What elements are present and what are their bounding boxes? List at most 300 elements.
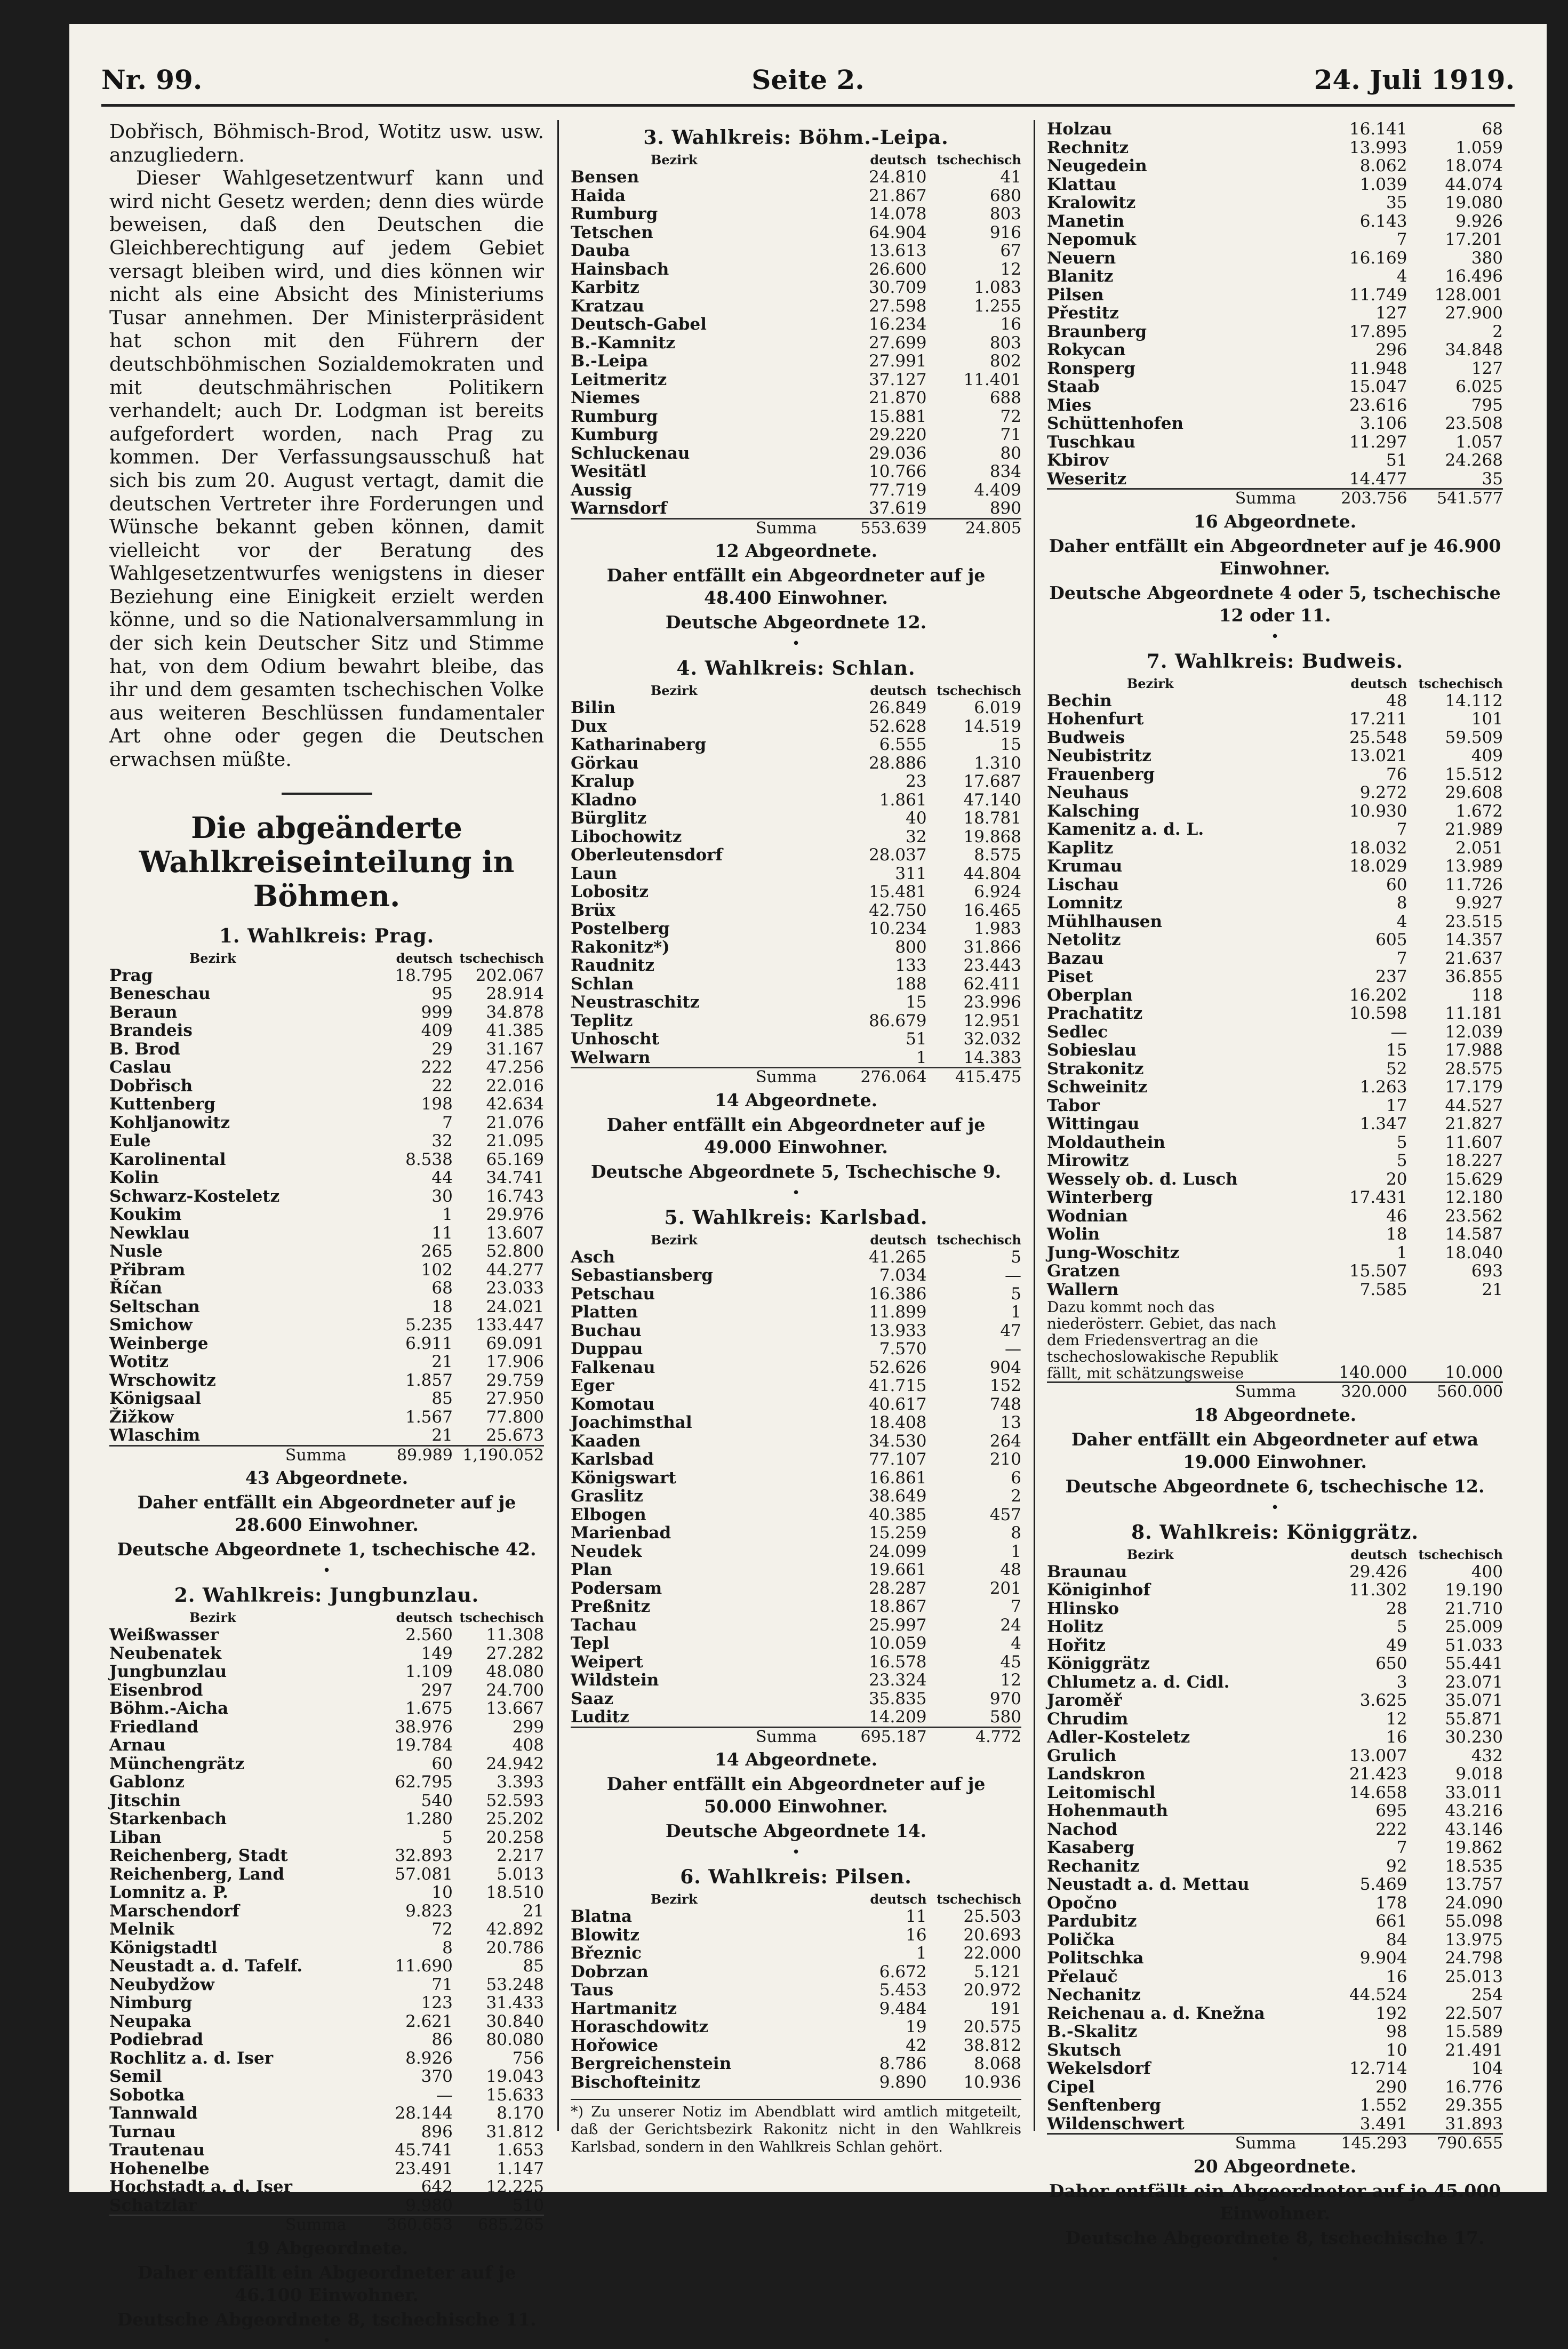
- tschech-count: 24.700: [486, 1680, 544, 1700]
- deutsch-count: 297: [421, 1680, 453, 1700]
- deutsch-count: 32: [906, 827, 927, 846]
- deutsch-count: 46: [1386, 1206, 1407, 1226]
- bezirk-name: Weseritz: [1047, 469, 1127, 489]
- deutsch-count: 11.948: [1349, 358, 1407, 378]
- district-title: 3. Wahlkreis: Böhm.-Leipa.: [643, 126, 949, 149]
- bezirk-name: Gratzen: [1047, 1261, 1121, 1281]
- table-row: [571, 2073, 1021, 2092]
- table-row: [1047, 1765, 1503, 1784]
- bezirk-name: Falkenau: [571, 1357, 655, 1377]
- tschech-count: 16.465: [963, 900, 1021, 920]
- deutsch-count: 28.287: [869, 1578, 927, 1598]
- col-header-deutsch: deutsch: [870, 1891, 927, 1907]
- bezirk-name: Sedlec: [1047, 1022, 1108, 1042]
- deutsch-count: 10.766: [869, 462, 927, 481]
- bezirk-name: Lomnitz: [1047, 893, 1123, 913]
- tschech-count: 118: [1471, 985, 1503, 1005]
- col-header-deutsch: deutsch: [1350, 675, 1407, 691]
- table-row: [1047, 1581, 1503, 1600]
- bezirk-name: Rochlitz a. d. Iser: [109, 2048, 274, 2068]
- bezirk-name: Kamenitz a. d. L.: [1047, 820, 1204, 839]
- abgeordnete-count: 20 Abgeordnete.: [1193, 2155, 1357, 2177]
- table-row: [571, 260, 1021, 279]
- bezirk-name: Hartmanitz: [571, 1999, 677, 2018]
- bezirk-name: Grulich: [1047, 1746, 1117, 1765]
- tschech-count: 14.519: [963, 716, 1021, 736]
- table-row: [1047, 396, 1503, 415]
- table-row: [109, 1957, 544, 1976]
- tschech-count: 21.827: [1445, 1114, 1503, 1133]
- col-header-tschech: tschechisch: [459, 1610, 544, 1626]
- tschech-count: 5: [1011, 1284, 1021, 1304]
- bezirk-name: Lobositz: [571, 882, 649, 901]
- table-row: [109, 1736, 544, 1755]
- bezirk-name: Holitz: [1047, 1617, 1103, 1636]
- deutsch-count: 37.127: [869, 370, 927, 389]
- bezirk-name: Joachimsthal: [571, 1413, 692, 1432]
- tschech-count: 27.282: [486, 1643, 544, 1663]
- table-row: [1047, 2004, 1503, 2023]
- tschech-count: 53.248: [486, 1975, 544, 1994]
- deutsch-count: 15.481: [869, 882, 927, 901]
- table-row: [109, 2012, 544, 2031]
- tschech-count: 22.000: [963, 1944, 1021, 1963]
- table-row: [109, 1920, 544, 1939]
- tschech-count: 41.385: [486, 1021, 544, 1041]
- deutsch-count: 95: [431, 984, 453, 1004]
- summa-deutsch: 320.000: [1307, 1383, 1407, 1402]
- table-row: [571, 1469, 1021, 1488]
- table-row: [109, 1663, 544, 1681]
- bezirk-name: Bilin: [571, 698, 616, 717]
- tschech-count: 19.868: [963, 827, 1021, 846]
- deutsch-count: 42.750: [869, 900, 927, 920]
- deutsch-count: 23.324: [869, 1671, 927, 1690]
- deutsch-count: 34.530: [869, 1431, 927, 1451]
- table-row: [571, 1579, 1021, 1598]
- table-row: [1047, 913, 1503, 931]
- table-row: [571, 1616, 1021, 1635]
- summa-label: Summa: [109, 1445, 357, 1465]
- deutsch-count: 8.538: [405, 1149, 453, 1169]
- table-row: [109, 1681, 544, 1700]
- deutsch-count: 15: [906, 993, 927, 1012]
- tschech-count: 44.804: [963, 864, 1021, 883]
- table-row: [571, 1506, 1021, 1524]
- deutsch-count: 38.649: [869, 1487, 927, 1506]
- bezirk-name: Strakonitz: [1047, 1059, 1144, 1078]
- deutsch-count: 32: [431, 1131, 453, 1151]
- tschech-count: 6: [1011, 1468, 1021, 1488]
- tschech-count: 4: [1011, 1634, 1021, 1653]
- deutsch-count: 9.823: [405, 1901, 453, 1921]
- einwohner-ratio: Daher entfällt ein Abgeordneter auf je 49.000 Einwohner.: [606, 1114, 986, 1157]
- deutsch-count: 21.867: [869, 186, 927, 205]
- tschech-count: 202.067: [475, 965, 544, 985]
- deutsch-count: 13.993: [1349, 138, 1407, 157]
- tschech-count: 834: [989, 462, 1021, 481]
- tschech-count: 510: [512, 2195, 544, 2215]
- bezirk-name: Bechin: [1047, 691, 1112, 710]
- deutsch-count: 102: [421, 1260, 453, 1280]
- bezirk-name: Dobřisch: [109, 1076, 193, 1096]
- deutsch-count: 9.484: [879, 1999, 927, 2018]
- bezirk-name: Preßnitz: [571, 1597, 651, 1616]
- deutsch-count: 92: [1386, 1856, 1407, 1876]
- table-row: [1047, 2041, 1503, 2060]
- tschech-count: 688: [989, 388, 1021, 408]
- deutsch-count: 1: [916, 1048, 927, 1067]
- separator-star: •: [791, 1844, 801, 1860]
- table-row: [1047, 414, 1503, 433]
- deutsche-abgeordnete: Deutsche Abgeordnete 14.: [665, 1820, 927, 1841]
- summa-deutsch: 89.989: [357, 1445, 453, 1465]
- tschech-count: 24.268: [1445, 451, 1503, 470]
- col-header-deutsch: deutsch: [870, 683, 927, 698]
- tschech-count: 68: [1482, 119, 1503, 139]
- tschech-count: 890: [989, 499, 1021, 518]
- bezirk-name: Netolitz: [1047, 930, 1121, 949]
- deutsch-count: 896: [421, 2122, 453, 2142]
- table-row: [1047, 802, 1503, 821]
- district-1: [109, 924, 544, 1578]
- table-row: [571, 389, 1021, 408]
- tschech-count: 408: [512, 1736, 544, 1755]
- page-number: Seite 2.: [751, 64, 865, 95]
- tschech-count: 22.507: [1445, 2003, 1503, 2023]
- deutsch-count: 13.613: [869, 241, 927, 260]
- tschech-count: 27.950: [486, 1389, 544, 1409]
- district-6-continued: [1047, 120, 1503, 644]
- bezirk-name: Warnsdorf: [571, 499, 667, 518]
- bezirk-name: Aussig: [571, 480, 632, 500]
- deutsch-count: 1: [1396, 1243, 1407, 1263]
- deutsch-count: 6.555: [879, 735, 927, 754]
- bezirk-name: Neustadt a. d. Tafelf.: [109, 1956, 303, 1976]
- deutsch-count: 198: [421, 1094, 453, 1114]
- summa-tschech: 415.475: [927, 1068, 1021, 1087]
- section-title: Die abgeänderte Wahlkreiseinteilung in Böhmen.: [139, 810, 515, 913]
- tschech-count: 71: [1000, 425, 1021, 444]
- table-row: [109, 966, 544, 985]
- deutsch-count: 15: [1386, 1041, 1407, 1060]
- deutsch-count: 661: [1375, 1912, 1407, 1931]
- bezirk-name: Blatna: [571, 1907, 633, 1926]
- tschech-count: —: [1005, 1266, 1021, 1285]
- deutsch-count: 16.578: [869, 1652, 927, 1672]
- bezirk-name: Melnik: [109, 1920, 174, 1939]
- bezirk-name: Braunberg: [1047, 322, 1147, 341]
- table-row: [1047, 470, 1503, 489]
- bezirk-name: Neuern: [1047, 248, 1116, 268]
- bezirk-name: Bürglitz: [571, 809, 647, 828]
- deutsch-count: 123: [421, 1993, 453, 2013]
- separator-star: •: [322, 2332, 331, 2349]
- tschech-count: 13.757: [1445, 1875, 1503, 1894]
- table-row: [1047, 1004, 1503, 1023]
- tschech-count: 25.009: [1445, 1617, 1503, 1636]
- summa-tschech: 1,190.052: [453, 1445, 544, 1465]
- table-row: [1047, 968, 1503, 986]
- deutsch-count: 5: [442, 1827, 453, 1847]
- bezirk-name: Tetschen: [571, 222, 653, 242]
- table-row: [1047, 747, 1503, 765]
- table-row: [1047, 876, 1503, 894]
- einwohner-ratio: Daher entfällt ein Abgeordneter auf je 46.900 Einwohner.: [1049, 535, 1501, 579]
- tschech-count: 52.800: [486, 1242, 544, 1261]
- tschech-count: 30.840: [486, 2011, 544, 2031]
- district-table: [571, 152, 1021, 538]
- district-title: 2. Wahlkreis: Jungbunzlau.: [174, 1584, 479, 1607]
- tschech-count: 17.988: [1445, 1041, 1503, 1060]
- table-row: [109, 2123, 544, 2142]
- deutsch-count: 18.032: [1349, 838, 1407, 858]
- table-header: [109, 1610, 544, 1626]
- bezirk-name: Cipel: [1047, 2077, 1095, 2097]
- territory-note: Dazu kommt noch das niederösterr. Gebiet, das nach dem Friedensvertrag an die tschechoslowakische Republik fällt, mit schätzungsweise: [1047, 1298, 1278, 1382]
- bezirk-name: Neubistritz: [1047, 746, 1151, 765]
- summa-label: Summa: [1047, 2134, 1307, 2153]
- bezirk-name: Tannwald: [109, 2104, 198, 2123]
- bezirk-name: Libochowitz: [571, 827, 682, 846]
- bezirk-name: Polička: [1047, 1930, 1115, 1949]
- tschech-count: 1.057: [1455, 432, 1503, 452]
- bezirk-name: Welwarn: [571, 1048, 651, 1067]
- table-row: [109, 1353, 544, 1371]
- district-table: [571, 683, 1021, 1087]
- deutsch-count: 27.598: [869, 296, 927, 316]
- table-row: [571, 1926, 1021, 1945]
- table-row: [109, 2196, 544, 2216]
- bezirk-name: Blowitz: [571, 1925, 640, 1945]
- deutsch-count: 28.886: [869, 753, 927, 773]
- deutsch-count: 10: [431, 1883, 453, 1903]
- bezirk-name: Marschendorf: [109, 1901, 239, 1921]
- deutsch-count: 14.477: [1349, 469, 1407, 489]
- bezirk-name: Graslitz: [571, 1487, 643, 1506]
- bezirk-name: Jaroměř: [1047, 1691, 1122, 1710]
- tschech-count: 11.401: [963, 370, 1021, 389]
- bezirk-name: Raudnitz: [571, 956, 655, 975]
- deutsch-count: 2.560: [405, 1625, 453, 1645]
- deutsch-count: 16.169: [1349, 248, 1407, 268]
- summa-row: [571, 1727, 1021, 1746]
- bezirk-name: Piset: [1047, 967, 1093, 986]
- deutsch-count: 15.259: [869, 1523, 927, 1543]
- bezirk-name: Sobotka: [109, 2085, 185, 2105]
- tschech-count: 17.906: [486, 1352, 544, 1372]
- table-row: [571, 1049, 1021, 1068]
- deutsch-count: 10: [1386, 2040, 1407, 2060]
- deutsche-abgeordnete: Deutsche Abgeordnete 6, tschechische 12.: [1065, 1475, 1485, 1497]
- deutsch-count: 1.280: [405, 1809, 453, 1829]
- deutsch-count: 45.741: [395, 2140, 453, 2160]
- bezirk-name: Niemes: [571, 388, 640, 408]
- bezirk-name: Nimburg: [109, 1993, 193, 2013]
- summa-deutsch: 695.187: [828, 1727, 927, 1746]
- deutsch-count: 296: [1375, 340, 1407, 359]
- col-header-tschech: tschechisch: [459, 950, 544, 966]
- tschech-count: 904: [989, 1357, 1021, 1377]
- tschech-count: 45: [1000, 1652, 1021, 1672]
- table-row: [571, 1012, 1021, 1030]
- tschech-count: 43.216: [1445, 1801, 1503, 1820]
- deutsch-count: 11.297: [1349, 432, 1407, 452]
- deutsch-count: 23.491: [395, 2159, 453, 2178]
- district-table: [571, 1891, 1021, 2091]
- deutsch-count: 21.870: [869, 388, 927, 408]
- tschech-count: 20.258: [486, 1827, 544, 1847]
- district-6: [571, 1865, 1021, 2091]
- bezirk-name: Neubydžow: [109, 1975, 214, 1994]
- table-row: [1047, 1281, 1503, 1299]
- bezirk-name: Eisenbrod: [109, 1680, 203, 1700]
- deutsch-count: 237: [1375, 967, 1407, 986]
- tschech-count: 77.800: [486, 1407, 544, 1427]
- deutsche-abgeordnete: Deutsche Abgeordnete 1, tschechische 42.: [117, 1539, 537, 1560]
- bezirk-name: Chrudim: [1047, 1709, 1129, 1729]
- deutsch-count: 149: [421, 1643, 453, 1663]
- deutsch-count: 9.890: [879, 2072, 927, 2092]
- col-header-bezirk: Bezirk: [189, 1610, 236, 1626]
- tschech-count: 33.011: [1445, 1783, 1503, 1802]
- tschech-count: 580: [989, 1707, 1021, 1727]
- summa-row: [109, 2216, 544, 2235]
- deutsch-count: 5: [1396, 1617, 1407, 1636]
- bezirk-name: Wesitätl: [571, 462, 646, 481]
- bezirk-name: Mies: [1047, 395, 1092, 415]
- tschech-count: 21: [1482, 1280, 1503, 1299]
- col-header-deutsch: deutsch: [1350, 1546, 1407, 1562]
- bezirk-name: Starkenbach: [109, 1809, 227, 1829]
- table-row: [1047, 949, 1503, 968]
- table-row: [109, 2178, 544, 2196]
- tschech-count: 20.786: [486, 1938, 544, 1957]
- bezirk-name: Leitmeritz: [571, 370, 667, 389]
- bezirk-name: Saaz: [571, 1689, 614, 1708]
- tschech-count: 47: [1000, 1321, 1021, 1340]
- table-row: [1047, 820, 1503, 839]
- tschech-count: 31.433: [486, 1993, 544, 2013]
- table-row: [1047, 359, 1503, 378]
- tschech-count: 8.068: [974, 2054, 1021, 2073]
- bezirk-name: Rokycan: [1047, 340, 1126, 360]
- deutsch-count: 7: [1396, 230, 1407, 249]
- deutsch-count: 15.047: [1349, 377, 1407, 396]
- deutsch-count: 5.235: [405, 1315, 453, 1335]
- table-row: [1047, 2059, 1503, 2078]
- bezirk-name: Schüttenhofen: [1047, 414, 1184, 434]
- bezirk-name: Staab: [1047, 377, 1100, 397]
- table-row: [571, 334, 1021, 353]
- deutsch-count: 52.626: [869, 1357, 927, 1377]
- einwohner-ratio: Daher entfällt ein Abgeordneter auf je 46.100 Einwohner.: [137, 2262, 516, 2305]
- bezirk-name: Nusle: [109, 1242, 163, 1261]
- bezirk-name: Laun: [571, 864, 617, 883]
- note-row: [1047, 1299, 1503, 1383]
- tschech-count: 25.202: [486, 1809, 544, 1829]
- tschech-count: 13: [1000, 1413, 1021, 1432]
- bezirk-name: Nepomuk: [1047, 230, 1137, 250]
- table-row: [1047, 212, 1503, 231]
- deutsch-count: 4: [1396, 267, 1407, 286]
- tschech-count: 5: [1011, 1247, 1021, 1267]
- deutsch-count: 10.598: [1349, 1004, 1407, 1023]
- district-4: [571, 656, 1021, 1200]
- deutsch-count: 8.062: [1359, 156, 1407, 175]
- bezirk-name: Kladno: [571, 790, 637, 810]
- bezirk-name: Bergreichenstein: [571, 2054, 732, 2073]
- tschech-count: 1: [1011, 1303, 1021, 1322]
- deutsch-count: 1.675: [405, 1699, 453, 1719]
- table-row: [1047, 729, 1503, 747]
- deutsch-count: 41.715: [869, 1376, 927, 1395]
- table-row: [109, 1077, 544, 1096]
- bezirk-name: Wodnian: [1047, 1206, 1128, 1226]
- table-row: [571, 1432, 1021, 1451]
- table-row: [1047, 894, 1503, 913]
- deutsch-count: 11: [906, 1907, 927, 1926]
- bezirk-name: Prachatitz: [1047, 1004, 1143, 1023]
- table-row: [571, 956, 1021, 975]
- deutsch-count: 999: [421, 1002, 453, 1022]
- district-table: [1047, 676, 1503, 1402]
- bezirk-name: Teplitz: [571, 1011, 633, 1030]
- bezirk-name: Bischofteinitz: [571, 2072, 700, 2092]
- table-header: [571, 1232, 1021, 1248]
- table-row: [1047, 120, 1503, 139]
- summa-deutsch: 145.293: [1307, 2134, 1407, 2153]
- table-row: [1047, 765, 1503, 784]
- bezirk-name: Brüx: [571, 900, 615, 920]
- table-row: [571, 2036, 1021, 2055]
- bezirk-name: Kalsching: [1047, 801, 1140, 821]
- bezirk-name: Marienbad: [571, 1523, 671, 1543]
- table-row: [109, 2086, 544, 2105]
- bezirk-name: Königinhof: [1047, 1580, 1150, 1600]
- bezirk-name: Hohenmauth: [1047, 1801, 1169, 1820]
- table-row: [1047, 1023, 1503, 1042]
- summa-label: Summa: [571, 518, 828, 538]
- deutsch-count: 76: [1386, 764, 1407, 784]
- bezirk-name: Braunau: [1047, 1562, 1127, 1581]
- tschech-count: 19.080: [1445, 193, 1503, 212]
- table-row: [109, 1224, 544, 1243]
- bezirk-name: Caslau: [109, 1058, 172, 1077]
- table-row: [109, 1773, 544, 1792]
- col-header-deutsch: deutsch: [870, 152, 927, 167]
- deutsch-count: 222: [421, 1058, 453, 1077]
- tschech-count: 8: [1011, 1523, 1021, 1543]
- deutsch-count: 7.585: [1359, 1280, 1407, 1299]
- bezirk-name: Katharinaberg: [571, 735, 707, 754]
- tschech-count: —: [1005, 1339, 1021, 1359]
- tschech-count: 802: [989, 351, 1021, 371]
- tschech-count: 264: [989, 1431, 1021, 1451]
- deutsch-count: 18.408: [869, 1413, 927, 1432]
- bezirk-name: Přelauč: [1047, 1967, 1118, 1986]
- table-row: [571, 408, 1021, 426]
- table-header: [571, 1891, 1021, 1907]
- deutsch-count: 30: [431, 1186, 453, 1206]
- bezirk-name: Skutsch: [1047, 2040, 1122, 2060]
- col-header-bezirk: Bezirk: [1127, 675, 1174, 691]
- bezirk-name: Deutsch-Gabel: [571, 315, 707, 334]
- bezirk-name: Hořowice: [571, 2035, 659, 2055]
- table-row: [1047, 1820, 1503, 1839]
- district-table: [109, 950, 544, 1465]
- abgeordnete-count: 43 Abgeordnete.: [245, 1467, 409, 1489]
